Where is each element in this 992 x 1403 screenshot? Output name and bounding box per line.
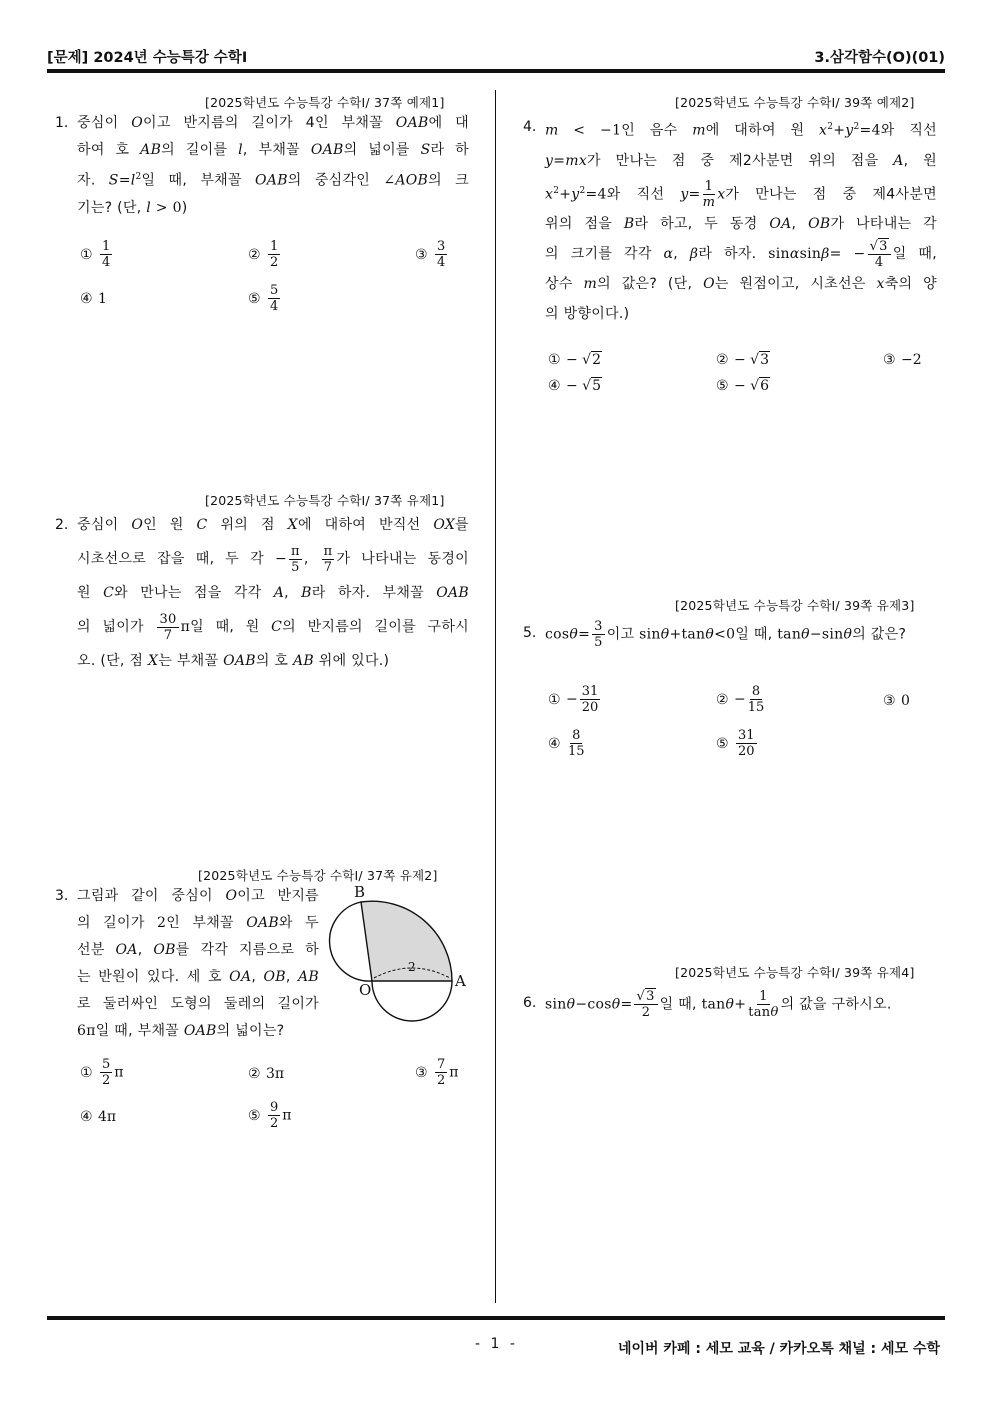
question-2 [55, 508, 475, 678]
q3-number: 3. [55, 888, 69, 904]
q3-choice-1[interactable]: ① $\frac{5}{2}$ π [80, 1057, 124, 1088]
question-4 [523, 112, 943, 322]
q1-choice-3[interactable]: ③ $\frac{3}{4}$ [415, 239, 446, 270]
q4-choice-2[interactable]: ② − √3 [716, 352, 770, 368]
q6-source: [2025학년도 수능특강 수학Ⅰ/ 39쪽 유제4] [675, 965, 915, 980]
question-6 [523, 990, 943, 1020]
q5-source: [2025학년도 수능특강 수학Ⅰ/ 39쪽 유제3] [675, 598, 915, 613]
q1-choice-5[interactable]: ⑤ $\frac{5}{4}$ [248, 283, 279, 314]
semicircle-oa [372, 981, 452, 1021]
q1-number: 1. [55, 115, 69, 131]
q5-number: 5. [523, 625, 537, 641]
q2-source: [2025학년도 수능특강 수학Ⅰ/ 37쪽 유제1] [205, 493, 445, 508]
sector-figure [322, 880, 472, 1030]
radius-label: 2 [408, 960, 416, 974]
q4-choice-1[interactable]: ① − √2 [548, 352, 602, 368]
q2-number: 2. [55, 517, 69, 533]
column-divider [495, 90, 496, 1303]
q1-text: 중심이 O이고 반지름의 길이가 4인 부채꼴 OAB에 대 하여 호 AB의 길이를 l, 부채꼴 OAB의 넓이를 S라 하 자. $S=l^2$일 때, 부채꼴 OAB의 중심각인 ∠AOB의 크 기는? (단, l > 0) [77, 115, 469, 216]
q4-choice-3[interactable]: ③ −2 [883, 352, 922, 368]
q1-source: [2025학년도 수능특강 수학Ⅰ/ 37쪽 예제1] [205, 95, 445, 110]
q5-choice-5[interactable]: ⑤ $\frac{31}{20}$ [716, 728, 755, 759]
question-3 [55, 883, 325, 1039]
q1-choice-1[interactable]: ① $\frac{1}{4}$ [80, 239, 111, 270]
q3-choice-2[interactable]: ② 3π [248, 1066, 285, 1082]
footer-brand: 네이버 카페 : 세모 교육 / 카카오톡 채널 : 세모 수학 [617, 1341, 940, 1357]
point-b-label: B [354, 883, 366, 901]
footer-rule [47, 1316, 945, 1320]
header-rule [47, 69, 945, 73]
header-title: [문제] 2024년 수능특강 수학Ⅰ [47, 50, 248, 66]
q4-source: [2025학년도 수능특강 수학Ⅰ/ 39쪽 예제2] [675, 95, 915, 110]
question-1 [55, 110, 475, 216]
q1-choice-4[interactable]: ④ 1 [80, 291, 107, 307]
q5-text: cosθ= $\frac{3}{5}$ 이고 sinθ+tanθ<0일 때, tanθ−sinθ의 값은? [545, 619, 907, 650]
q2-text: 중심이 O인 원 C 위의 점 X에 대하여 반직선 OX를 시초선으로 잡을 때, 두 각 − $\frac{\pi}{5}$ , $\frac{\pi}{7}$ 가 나타내는 동경이 원 C와 만나는 점을 각각 A, B라 하자. 부채꼴 OAB 의 넓이가 $\frac{30}{7}$ π일 때, 원 C의 반지름의 길이를 구하시 오. (단, 점 X는 부채꼴 OAB의 호 AB 위에 있다.) [77, 517, 470, 669]
header-section: 3.삼각함수(O)(01) [814, 50, 945, 66]
q4-choice-5[interactable]: ⑤ − √6 [716, 378, 770, 394]
q3-text: 그림과 같이 중심이 O이고 반지름 의 길이가 2인 부채꼴 OAB와 두 선분 OA, OB를 각각 지름으로 하 는 반원이 있다. 세 호 OA, OB, AB 로 둘러싸인 도형의 둘레의 길이가 6π일 때, 부채꼴 OAB의 넓이는? [77, 888, 319, 1039]
q4-choice-4[interactable]: ④ − √5 [548, 378, 602, 394]
q5-choice-4[interactable]: ④ $\frac{8}{15}$ [548, 728, 585, 759]
point-a-label: A [455, 972, 466, 990]
q5-choice-3[interactable]: ③ 0 [883, 693, 910, 709]
q3-choice-5[interactable]: ⑤ $\frac{9}{2}$ π [248, 1100, 292, 1131]
q1-choice-2[interactable]: ② $\frac{1}{2}$ [248, 239, 279, 270]
q6-text: sinθ−cosθ= $\frac{√3}{2}$ 일 때, tanθ+ $\frac{1}{\tan\theta}$ 의 값을 구하시오. [545, 989, 892, 1020]
shaded-region [361, 901, 452, 981]
question-5 [523, 620, 943, 650]
q3-choice-3[interactable]: ③ $\frac{7}{2}$ π [415, 1057, 459, 1088]
q3-source: [2025학년도 수능특강 수학Ⅰ/ 37쪽 유제2] [198, 868, 438, 883]
q6-number: 6. [523, 995, 537, 1011]
q5-choice-2[interactable]: ② − $\frac{8}{15}$ [716, 684, 765, 715]
q4-text: m < −1인 음수 m에 대하여 원 $x^2+y^2=4$와 직선 y=mx가 만나는 점 중 제2사분면 위의 점을 A, 원 $x^2+y^2=4$와 직선 y= $\frac{1}{m}$ x가 만나는 점 중 제4사분면 위의 점을 B라 하고, 두 동경 OA, OB가 나타내는 각 의 크기를 각각 α, β라 하자. sinαsinβ= − $\frac{√3}{4}$ 일 때, 상수 m의 값은? (단, O는 원점이고, 시초선은 x축의 양 의 방향이다.) [545, 122, 937, 323]
point-o-label: O [359, 981, 372, 999]
q3-choice-4[interactable]: ④ 4π [80, 1109, 117, 1125]
page-number: - 1 - [475, 1336, 518, 1352]
q5-choice-1[interactable]: ① − $\frac{31}{20}$ [548, 684, 599, 715]
q4-number: 4. [523, 119, 537, 135]
